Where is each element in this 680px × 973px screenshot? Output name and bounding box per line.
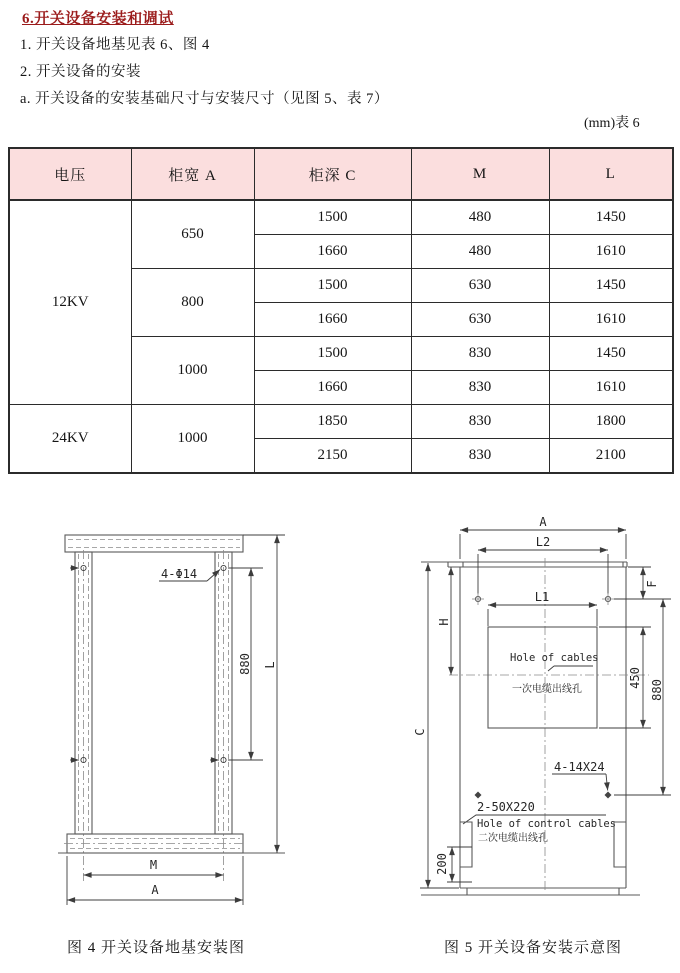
dim-C-label: C	[413, 728, 427, 736]
cable-hole-label-en: Hole of cables	[510, 652, 599, 664]
dim-M-label: M	[149, 858, 158, 872]
dim-450-label: 450	[628, 667, 642, 689]
fig5-installation-drawing	[405, 500, 675, 930]
body-line-2: 2. 开关设备的安装	[20, 64, 141, 80]
table-header-row	[9, 148, 673, 200]
dim-L	[243, 535, 285, 853]
mounting-holes-bottom	[475, 792, 612, 799]
table-cell: 2100	[549, 439, 673, 474]
table-cell: 1660	[254, 303, 411, 337]
header-m: M	[411, 148, 549, 200]
table-cell: 2150	[254, 439, 411, 474]
table-cell: 630	[411, 269, 549, 303]
table-cell: 1610	[549, 303, 673, 337]
dim-200	[435, 847, 472, 882]
dim-A-label: A	[151, 883, 159, 897]
dim-880-label: 880	[650, 679, 664, 701]
table-cell: 1500	[254, 200, 411, 235]
table-cell: 830	[411, 337, 549, 371]
bolt-callout	[552, 760, 608, 791]
header-voltage: 电压	[9, 148, 131, 200]
dim-L1	[488, 590, 597, 626]
dim-880	[228, 568, 263, 760]
dim-F	[614, 567, 671, 599]
slot-callout-label: 2-50X220	[477, 800, 535, 814]
table-cell: 1660	[254, 235, 411, 269]
table-cell: 1660	[254, 371, 411, 405]
hole-callout	[159, 567, 220, 581]
bolt-callout-label: 4-14X24	[554, 760, 605, 774]
header-l: L	[549, 148, 673, 200]
width-cell: 1000	[131, 405, 254, 474]
table-cell: 1450	[549, 200, 673, 235]
header-depth-c: 柜深 C	[254, 148, 411, 200]
table-cell: 1500	[254, 337, 411, 371]
body-line-1: 1. 开关设备地基见表 6、图 4	[20, 37, 210, 53]
table-cell: 1850	[254, 405, 411, 439]
table-cell: 830	[411, 439, 549, 474]
fig5-caption: 图 5 开关设备安装示意图	[443, 940, 622, 956]
hole-callout-label: 4-Φ14	[161, 567, 198, 581]
fig4-foundation-drawing	[30, 500, 330, 930]
dim-450	[599, 627, 651, 728]
cable-hole-label-zh: 一次电缆出线孔	[512, 684, 582, 695]
table-cell: 1800	[549, 405, 673, 439]
width-cell: 1000	[131, 337, 254, 405]
voltage-cell: 24KV	[9, 405, 131, 474]
control-hole-label-en: Hole of control cables	[477, 818, 617, 830]
body-line-3: a. 开关设备的安装基础尺寸与安装尺寸（见图 5、表 7）	[20, 91, 389, 107]
control-hole-label-zh: 二次电缆出线孔	[478, 833, 548, 844]
dim-M	[84, 858, 224, 875]
table-cell: 630	[411, 303, 549, 337]
table-row	[9, 405, 673, 439]
cable-hole	[488, 627, 599, 728]
dim-200-label: 200	[435, 853, 449, 875]
control-cable-hole	[460, 800, 626, 867]
dim-L2-label: L2	[535, 535, 551, 549]
table-cell: 480	[411, 200, 549, 235]
width-cell: 650	[131, 200, 254, 269]
dim-880	[614, 599, 671, 795]
table-unit-note: (mm)表 6	[584, 116, 640, 131]
dim-F-label: F	[645, 580, 659, 588]
table-cell: 1450	[549, 337, 673, 371]
dim-C	[413, 563, 459, 888]
section-title: 6.开关设备安装和调试	[22, 11, 174, 27]
dim-L1-label: L1	[534, 590, 550, 604]
dim-A-label: A	[539, 515, 547, 529]
table-cell: 1500	[254, 269, 411, 303]
table-cell: 1450	[549, 269, 673, 303]
cabinet-outline	[421, 558, 649, 895]
voltage-cell: 12KV	[9, 200, 131, 405]
fig4-caption: 图 4 开关设备地基安装图	[66, 940, 245, 956]
table-cell: 480	[411, 235, 549, 269]
table-cell: 1610	[549, 235, 673, 269]
table-cell: 830	[411, 405, 549, 439]
table-row	[9, 200, 673, 235]
dim-880-label: 880	[238, 653, 252, 675]
dim-L-label: L	[263, 661, 277, 669]
header-width-a: 柜宽 A	[131, 148, 254, 200]
dim-H-label: H	[437, 618, 451, 626]
width-cell: 800	[131, 269, 254, 337]
dim-L2	[478, 535, 608, 594]
table-cell: 830	[411, 371, 549, 405]
anchor-holes	[70, 565, 226, 762]
dim-H	[437, 567, 451, 675]
dimension-table	[8, 147, 674, 474]
table-cell: 1610	[549, 371, 673, 405]
